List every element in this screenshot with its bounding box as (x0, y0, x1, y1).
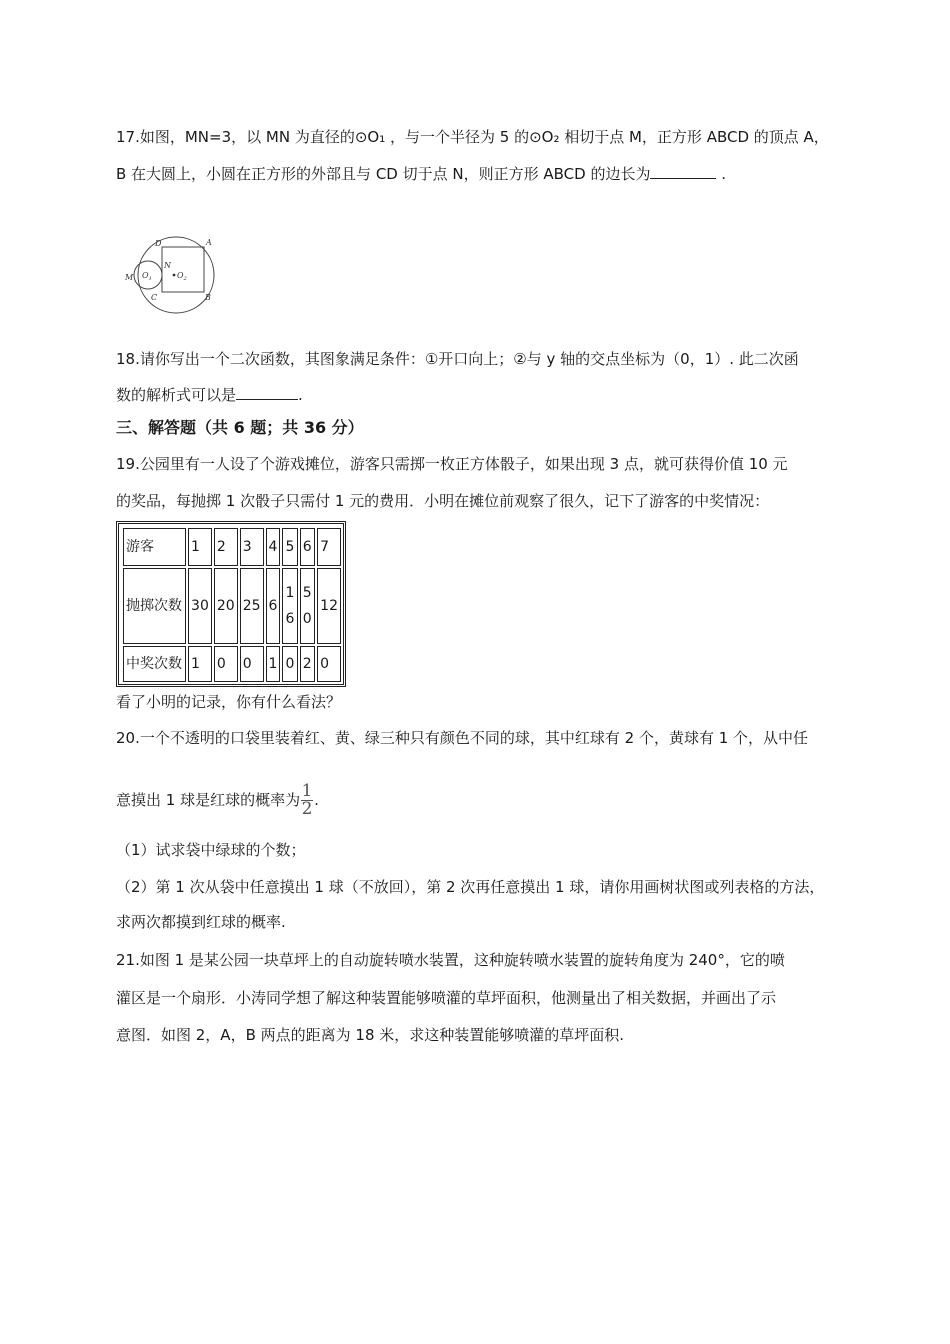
table-cell: 0 (240, 646, 264, 682)
q20-line2-end: . (314, 791, 319, 809)
q20-sub2-line1: （2）第 1 次从袋中任意摸出 1 球（不放回），第 2 次再任意摸出 1 球，请你用画树状图或列表格的方法， (116, 878, 825, 896)
q18-answer-blank (236, 385, 298, 400)
table-cell: 30 (188, 568, 212, 644)
q20-line2 (116, 782, 319, 818)
q20-sub2-line2: 求两次都摸到红球的概率. (116, 913, 286, 931)
q19-table (121, 526, 343, 684)
q20-line2-text: 意摸出 1 球是红球的概率为 (116, 791, 301, 809)
section-heading: 三、解答题（共 6 题；共 36 分） (116, 418, 364, 437)
table-cell: 5 0 (300, 568, 315, 644)
q21-line1: 21.如图 1 是某公园一块草坪上的自动旋转喷水装置，这种旋转喷水装置的旋转角度为 240°，它的喷 (116, 951, 785, 969)
q19-line1: 19.公园里有一人设了个游戏摊位，游客只需掷一枚正方体骰子，如果出现 3 点，就可获得价值 10 元 (116, 455, 788, 473)
table-row (123, 646, 341, 682)
q18-line1: 18.请你写出一个二次函数，其图象满足条件：①开口向上；②与 y 轴的交点坐标为（0，1）. 此二次函 (116, 350, 799, 368)
table-header-label: 游客 (123, 528, 186, 566)
table-row-label: 抛掷次数 (123, 568, 186, 644)
table-cell: 12 (317, 568, 341, 644)
q17-figure (118, 234, 228, 314)
fig-label-B: B (205, 293, 211, 302)
fig-label-O1: $O_1$ (142, 271, 152, 282)
q20-line1: 20.一个不透明的口袋里装着红、黄、绿三种只有颜色不同的球，其中红球有 2 个，黄球有 1 个，从中任 (116, 729, 809, 747)
q21-line3: 意图．如图 2，A，B 两点的距离为 18 米，求这种装置能够喷灌的草坪面积. (116, 1026, 625, 1044)
table-cell: 25 (240, 568, 264, 644)
q18-line2-end: . (298, 386, 303, 404)
table-row (123, 568, 341, 644)
table-row-label: 中奖次数 (123, 646, 186, 682)
table-col-header: 3 (240, 528, 264, 566)
fig-label-O2: $O_2$ (177, 271, 187, 282)
q19-line2: 的奖品，每抛掷 1 次骰子只需付 1 元的费用．小明在摊位前观察了很久，记下了游客的中奖情况： (116, 492, 770, 510)
q20-sub1: （1）试求袋中绿球的个数； (116, 841, 306, 859)
table-col-header: 7 (317, 528, 341, 566)
probability-fraction (301, 783, 313, 818)
table-col-header: 5 (282, 528, 297, 566)
fig-label-D: D (155, 239, 162, 248)
table-cell: 6 (266, 568, 281, 644)
table-cell: 0 (214, 646, 238, 682)
q19-table-frame (116, 521, 346, 687)
q18-line2 (116, 385, 303, 405)
table-col-header: 6 (300, 528, 315, 566)
q19-after: 看了小明的记录，你有什么看法？ (116, 693, 342, 711)
fraction-numerator: 1 (301, 781, 313, 801)
table-cell: 1 (266, 646, 281, 682)
fig-label-A: A (206, 238, 212, 247)
table-col-header: 2 (214, 528, 238, 566)
fig-label-M: M (125, 273, 134, 282)
q17-line2-text: B 在大圆上，小圆在正方形的外部且与 CD 切于点 N，则正方形 ABCD 的边长为 (116, 165, 651, 183)
q17-line1: 17.如图，MN=3，以 MN 为直径的⊙O₁ ，与一个半径为 5 的⊙O₂ 相切于点 M，正方形 ABCD 的顶点 A， (116, 128, 829, 146)
q17-answer-blank (650, 164, 716, 179)
table-row (123, 528, 341, 566)
table-col-header: 4 (266, 528, 281, 566)
table-col-header: 1 (188, 528, 212, 566)
table-cell: 1 (188, 646, 212, 682)
q21-line2: 灌区是一个扇形．小涛同学想了解这种装置能够喷灌的草坪面积，他测量出了相关数据，并画出了示 (116, 989, 777, 1007)
q17-line2-end: . (716, 165, 727, 183)
q18-line2-text: 数的解析式可以是 (116, 386, 237, 404)
fraction-denominator: 2 (301, 799, 313, 819)
table-cell: 20 (214, 568, 238, 644)
q17-line2 (116, 164, 726, 184)
table-cell: 0 (317, 646, 341, 682)
table-cell: 2 (300, 646, 315, 682)
table-cell: 1 6 (282, 568, 297, 644)
fig-label-C: C (151, 293, 158, 302)
fig-label-N: N (164, 261, 171, 270)
table-cell: 0 (282, 646, 297, 682)
